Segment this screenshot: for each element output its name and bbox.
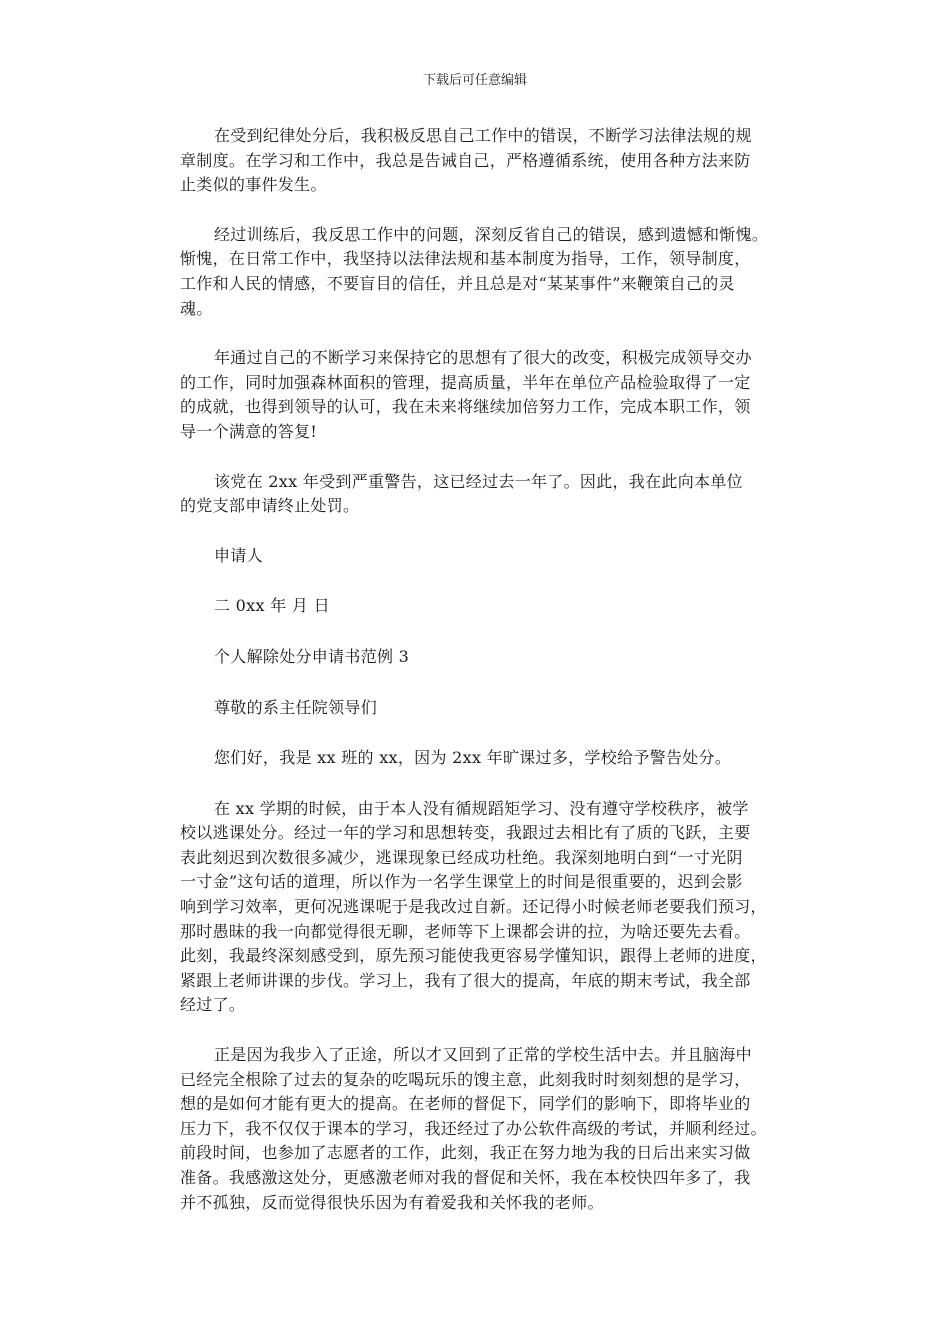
text-line: 在 xx 学期的时候，由于本人没有循规蹈矩学习、没有遵守学校秩序，被学 <box>214 798 749 818</box>
text-line: 表此刻迟到次数很多减少，逃课现象已经成功杜绝。我深刻地明白到“一寸光阴 <box>180 847 743 867</box>
text-line: 的工作，同时加强森林面积的管理，提高质量，半年在单位产品检验取得了一定 <box>180 372 751 392</box>
text-line: 的成就，也得到领导的认可，我在未来将继续加倍努力工作，完成本职工作，领 <box>180 397 751 417</box>
text-line: 的党支部申请终止处罚。 <box>180 496 360 516</box>
greeting: 您们好，我是 xx 班的 xx，因为 2xx 年旷课过多，学校给予警告处分。 <box>214 748 732 768</box>
text-line: 正是因为我步入了正途，所以才又回到了正常的学校生活中去。并且脑海中 <box>214 1045 752 1065</box>
text-line: 准备。我感激这处分，更感激老师对我的督促和关怀，我在本校快四年多了，我 <box>180 1168 751 1187</box>
document-body <box>180 124 780 1240</box>
text-line: 校以逃课处分。经过一年的学习和思想转变，我跟过去相比有了质的飞跃，主要 <box>180 823 751 843</box>
text-line: 前段时间，也参加了志愿者的工作，此刻，我正在努力地为我的日后出来实习做 <box>180 1143 751 1163</box>
text-line: 紧跟上老师讲课的步伐。学习上，我有了很大的提高，年底的期末考试，我全部 <box>180 970 751 990</box>
text-line: 在受到纪律处分后，我积极反思自己工作中的错误，不断学习法律法规的规 <box>214 126 752 145</box>
applicant-label: 申请人 <box>214 545 263 565</box>
paragraph-study <box>180 797 780 1018</box>
text-line: 一寸金”这句话的道理，所以作为一名学生课堂上的时间是很重要的，迟到会影 <box>180 872 743 892</box>
example-title: 个人解除处分申请书范例 3 <box>214 646 410 666</box>
date-line: 二 0xx 年 月 日 <box>214 596 330 616</box>
text-line: 该党在 2xx 年受到严重警告，这已经过去一年了。因此，我在此向本单位 <box>214 471 743 491</box>
text-line: 并不孤独，反而觉得很快乐因为有着爱我和关怀我的老师。 <box>180 1192 604 1212</box>
text-line: 止类似的事件发生。 <box>180 175 327 195</box>
text-line: 经过训练后，我反思工作中的问题，深刻反省自己的错误，感到遗憾和惭愧。 <box>214 224 769 244</box>
paragraph-reflection <box>180 124 780 198</box>
paragraph-request <box>180 470 780 519</box>
text-line: 已经完全根除了过去的复杂的吃喝玩乐的馊主意，此刻我时时刻刻想的是学习， <box>180 1069 751 1089</box>
text-line: 那时愚昧的我一向都觉得很无聊，老师等下上课都会讲的拉，为啥还要先去看。 <box>180 921 751 941</box>
text-line: 魂。 <box>180 298 213 318</box>
text-line: 导一个满意的答复! <box>180 421 318 441</box>
header-note: 下载后可任意编辑 <box>422 73 527 88</box>
salutation: 尊敬的系主任院领导们 <box>214 697 378 717</box>
paragraph-progress <box>180 346 780 444</box>
text-line: 此刻，我最终深刻感受到，原先预习能使我更容易学懂知识，跟得上老师的进度， <box>180 946 767 966</box>
text-line: 章制度。在学习和工作中，我总是告诫自己，严格遵循系统，使用各种方法来防 <box>180 150 751 170</box>
text-line: 经过了。 <box>180 995 246 1015</box>
text-line: 工作和人民的情感，不要盲目的信任，并且总是对“某某事件”来鞭策自己的灵 <box>180 273 735 293</box>
text-line: 惭愧，在日常工作中，我坚持以法律法规和基本制度为指导，工作，领导制度， <box>180 249 751 269</box>
text-line: 想的是如何才能有更大的提高。在老师的督促下，同学们的影响下，即将毕业的 <box>180 1094 751 1114</box>
text-line: 压力下，我不仅仅于课本的学习，我还经过了办公软件高级的考试，并顺利经过。 <box>180 1118 767 1138</box>
text-line: 响到学习效率，更何况逃课呢于是我改过自新。还记得小时候老师老要我们预习， <box>180 897 767 917</box>
text-line: 年通过自己的不断学习来保持它的思想有了很大的改变，积极完成领导交办 <box>214 348 752 368</box>
paragraph-training <box>180 223 780 321</box>
paragraph-school-life <box>180 1043 780 1215</box>
